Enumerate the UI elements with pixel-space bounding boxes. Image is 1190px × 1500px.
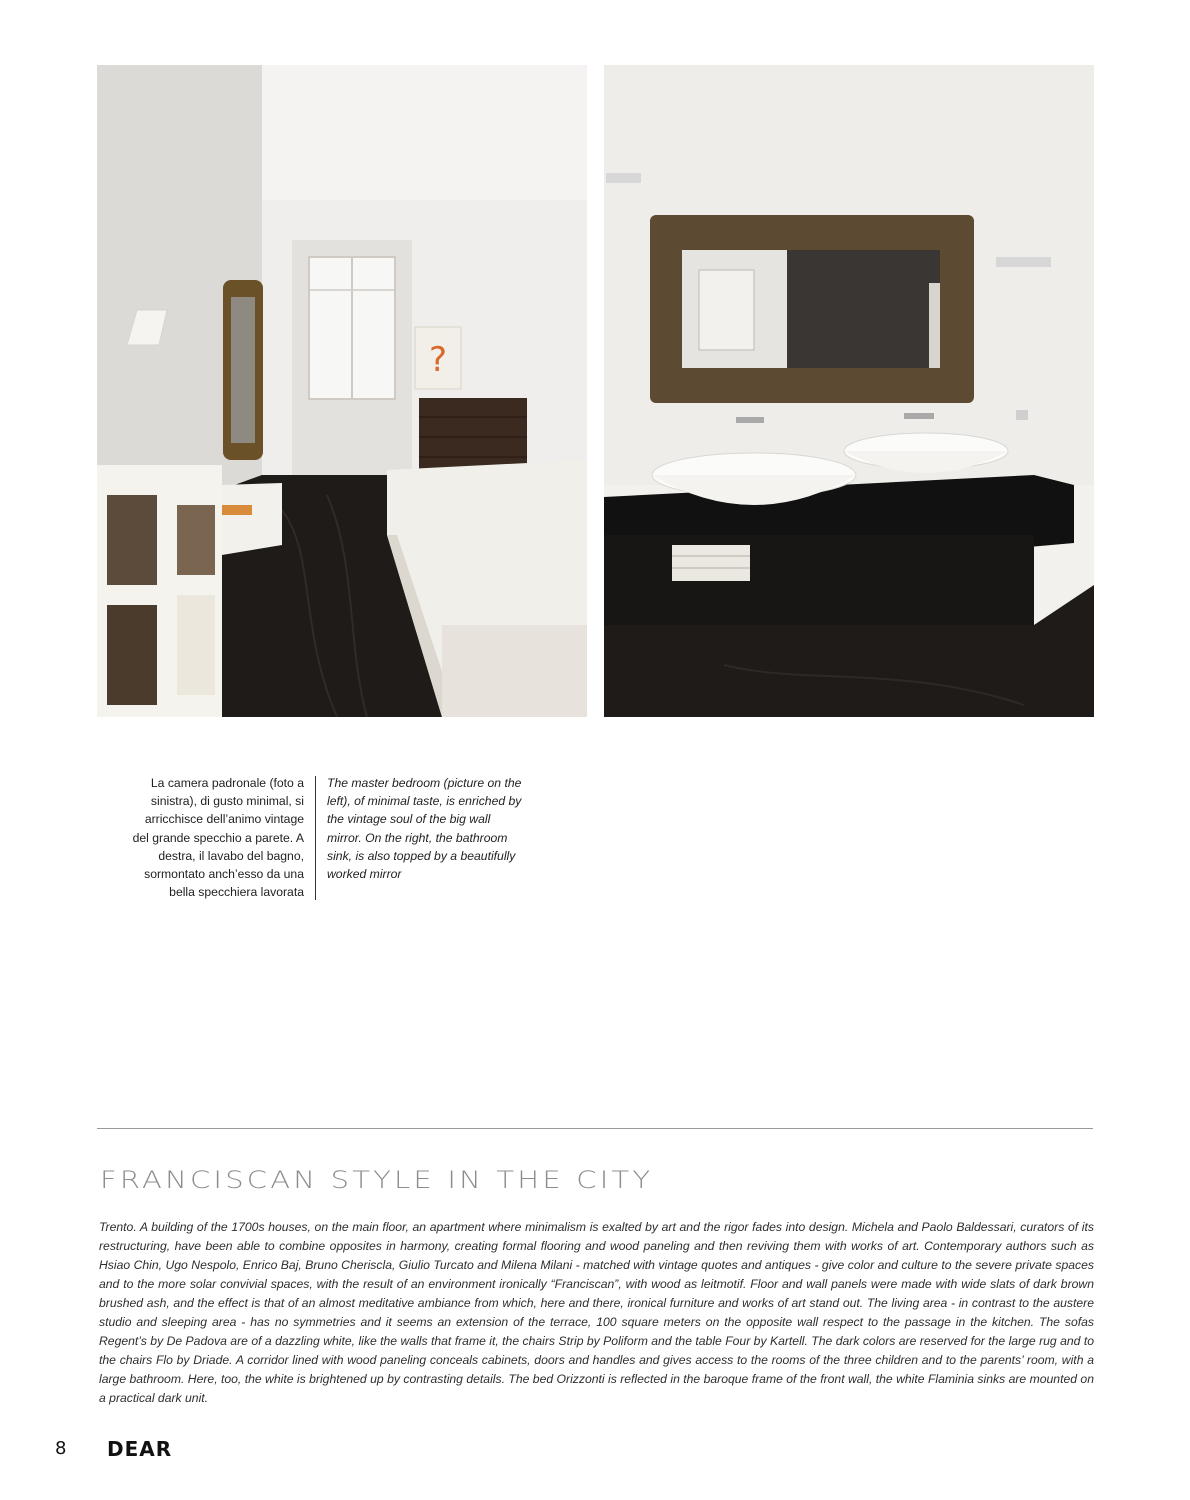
bedroom-photo xyxy=(97,65,587,717)
caption-italian: La camera padronale (foto a sinistra), di gusto minimal, si arricchisce dell’animo vintage del grande specchio a parete. A destra, il lavabo del bagno, sormontato anch’esso da una bella specchiera lavorata xyxy=(132,776,304,900)
svg-text:?: ? xyxy=(428,340,448,380)
page-number: 8 xyxy=(55,1438,67,1459)
caption-divider xyxy=(315,776,316,900)
caption-english: The master bedroom (picture on the left), of minimal taste, is enriched by the vintage soul of the big wall mirror. On the right, the bathroom sink, is also topped by a beautifully worked mirror xyxy=(327,776,522,882)
magazine-logo: DEAR xyxy=(107,1437,173,1461)
article-body: Trento. A building of the 1700s houses, on the main floor, an apartment where minimalism is exalted by art and the rigor fades into design. Michela and Paolo Baldessari, curators of its restructuring, have been able to combine opposites in harmony, creating formal flooring and wood paneling and then reviving them with works of art. Contemporary authors such as Hsiao Chin, Ugo Nespolo, Enrico Baj, Bruno Cheriscla, Giulio Turcato and Milena Milani - matched with vintage quotes and antiques - give color and culture to the severe private spaces and to the more solar convivial spaces, with the result of an environment ironically “Franciscan”, with wood as leitmotif. Floor and wall panels were made with wide slats of dark brown brushed ash, and the effect is that of an almost meditative ambiance from which, here and there, ironical furniture and works of art stand out. The living area - in contrast to the austere studio and sleeping area - has no symmetries and it seems an extension of the terrace, 100 square meters on the opposite wall respect to the passage in the kitchen. The sofas Regent’s by De Padova are of a dazzling white, like the walls that frame it, the chairs Strip by Poliform and the table Four by Kartell. The dark colors are reserved for the large rug and to the chairs Flo by Driade. A corridor lined with wood paneling conceals cabinets, doors and handles and gives access to the rooms of the three children and to the parents’ room, with a large bathroom. Here, too, the white is brightened up by contrasting details. The bed Orizzonti is reflected in the baroque frame of the front wall, the white Flaminia sinks are mounted on a practical dark unit. xyxy=(99,1220,1094,1405)
section-divider xyxy=(97,1128,1093,1129)
article-headline: FRANCISCAN STYLE IN THE CITY xyxy=(100,1166,654,1194)
bathroom-photo xyxy=(604,65,1094,717)
